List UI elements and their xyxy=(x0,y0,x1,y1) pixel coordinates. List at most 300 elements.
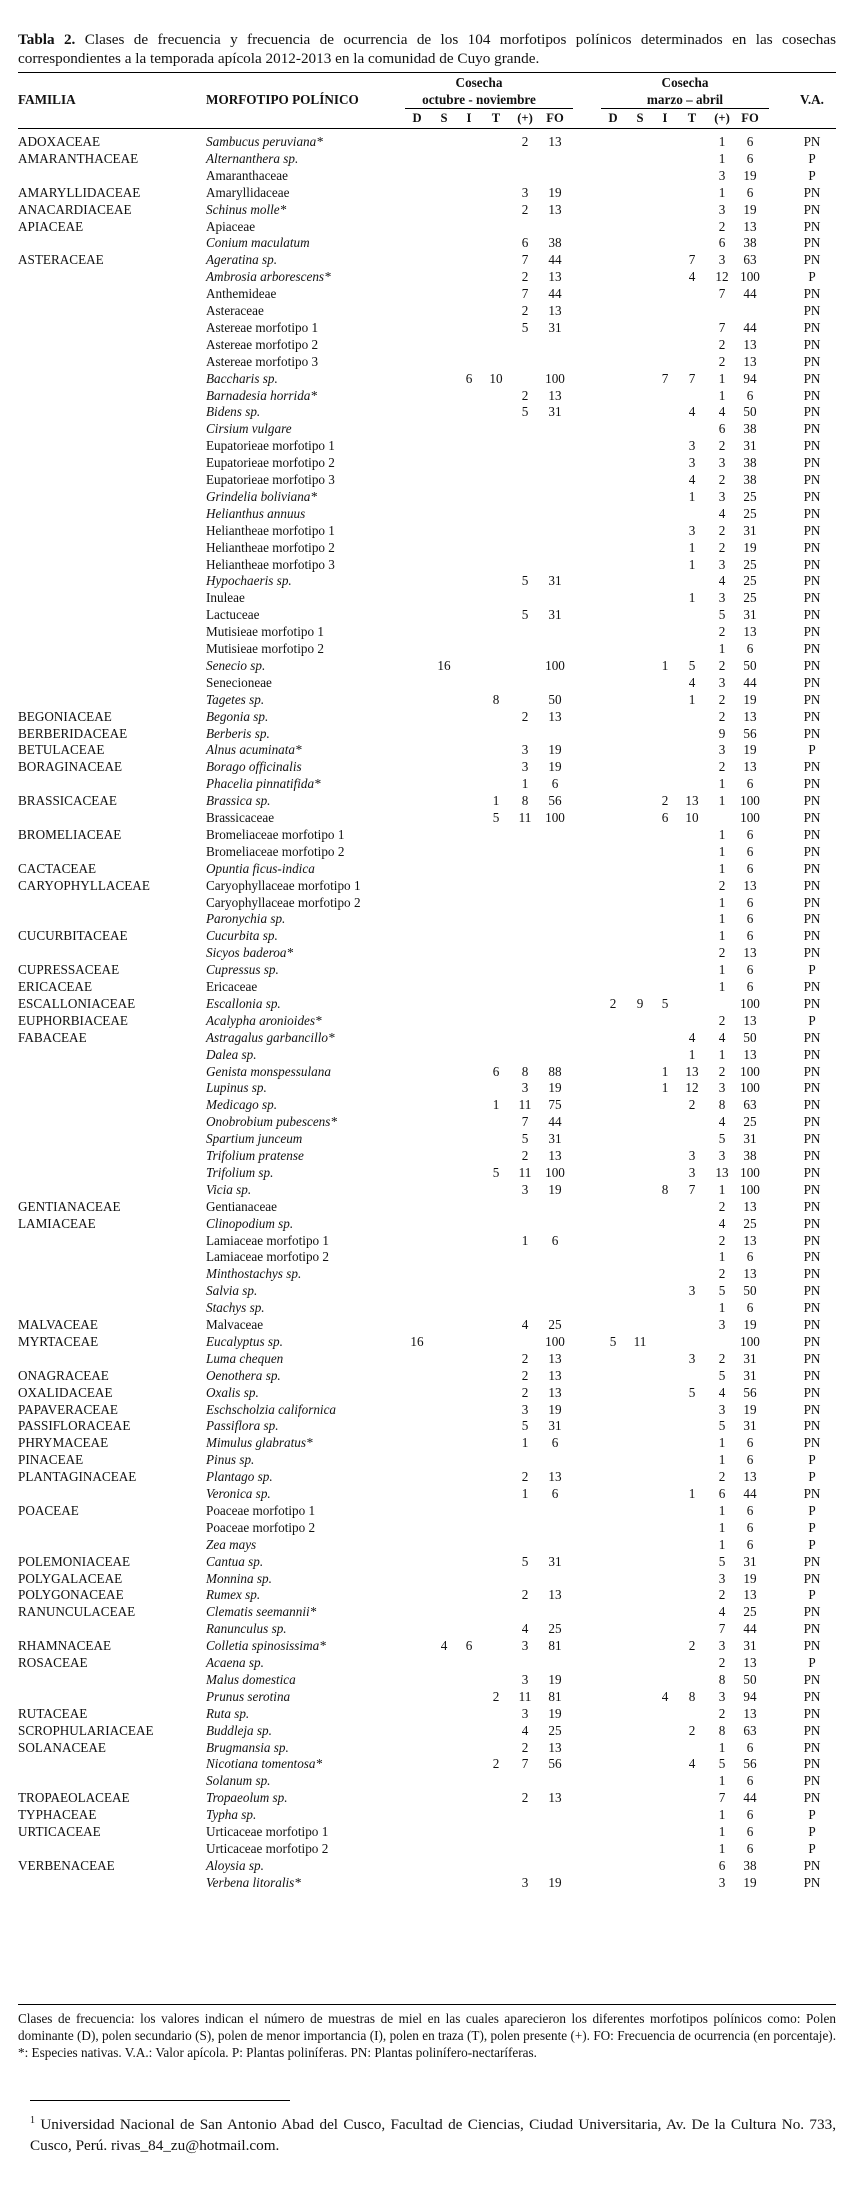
cell-fo2: 100 xyxy=(740,269,760,285)
cell-fo2: 13 xyxy=(743,1046,757,1062)
cell-plus1: 2 xyxy=(521,1384,529,1400)
cell-fo2: 31 xyxy=(743,522,757,538)
cell-t2: 5 xyxy=(688,657,696,673)
subheader-fo-2: FO xyxy=(741,111,759,125)
cell-d2: 2 xyxy=(609,995,617,1011)
cell-fo2: 6 xyxy=(746,1807,754,1823)
cell-fo1: 25 xyxy=(548,1722,562,1738)
cell-plus2: 5 xyxy=(718,1756,726,1772)
cell-va: PN xyxy=(803,387,821,403)
cell-fo2: 6 xyxy=(746,826,754,842)
family-cell: CARYOPHYLLACEAE xyxy=(18,877,150,893)
morphotype-cell: Lupinus sp. xyxy=(206,1080,267,1096)
morphotype-cell: Luma chequen xyxy=(206,1350,284,1366)
morphotype-cell: Anthemideae xyxy=(206,286,277,302)
cell-va: PN xyxy=(803,573,821,589)
family-cell: ERICACEAE xyxy=(18,979,92,994)
table-bottom-rule xyxy=(18,2004,836,2005)
cell-plus1: 2 xyxy=(521,1350,529,1366)
cell-plus2: 12 xyxy=(715,269,729,285)
cell-plus1: 7 xyxy=(521,252,529,268)
cell-va: PN xyxy=(803,1232,821,1248)
cell-va: PN xyxy=(803,607,821,623)
cell-plus2: 3 xyxy=(718,1317,726,1332)
cell-plus2: 1 xyxy=(718,826,726,842)
morphotype-cell: Genista monspessulana xyxy=(206,1063,331,1079)
cell-plus2: 2 xyxy=(718,1705,726,1721)
cell-s2: 9 xyxy=(636,995,644,1011)
family-cell: RHAMNACEAE xyxy=(18,1638,112,1654)
cell-fo2: 44 xyxy=(743,319,757,335)
cell-plus2: 2 xyxy=(718,1350,726,1366)
cell-plus2: 8 xyxy=(718,1097,726,1113)
cell-plus2: 3 xyxy=(718,201,726,217)
cell-plus2: 3 xyxy=(718,556,726,572)
cell-fo1: 13 xyxy=(548,303,562,318)
cell-fo2: 38 xyxy=(743,455,757,471)
cell-plus2: 1 xyxy=(718,1300,726,1316)
cell-fo2: 31 xyxy=(743,1367,757,1383)
cell-plus2: 1 xyxy=(718,1824,726,1839)
footnote xyxy=(30,2110,836,2156)
morphotype-cell: Zea mays xyxy=(206,1536,257,1552)
header-morfotipo: MORFOTIPO POLÍNICO xyxy=(206,92,359,107)
cell-va: PN xyxy=(803,793,821,809)
cell-fo2: 100 xyxy=(740,1164,760,1180)
cell-plus2: 1 xyxy=(718,911,726,927)
header-bottom-rule xyxy=(18,128,836,129)
cell-plus2: 2 xyxy=(718,218,726,234)
cell-fo2: 6 xyxy=(746,860,754,876)
cell-va: PN xyxy=(803,184,821,200)
cell-fo1: 13 xyxy=(548,1587,562,1603)
cell-plus1: 2 xyxy=(521,708,529,724)
cell-t2: 4 xyxy=(688,674,696,690)
cell-fo2: 94 xyxy=(743,1688,757,1704)
cell-va: PN xyxy=(803,1688,821,1704)
cell-fo2: 25 xyxy=(743,1114,757,1130)
morphotype-cell: Berberis sp. xyxy=(206,725,270,741)
cell-fo2: 25 xyxy=(743,1215,757,1231)
family-cell: ESCALLONIACEAE xyxy=(18,995,136,1011)
cell-va: PN xyxy=(803,286,821,302)
cell-va: PN xyxy=(803,218,821,234)
morphotype-cell: Paronychia sp. xyxy=(206,911,286,927)
cell-va: PN xyxy=(803,488,821,504)
morphotype-cell: Hypochaeris sp. xyxy=(206,573,292,589)
morphotype-cell: Cantua sp. xyxy=(206,1553,264,1569)
cell-fo1: 31 xyxy=(548,607,562,623)
cell-s1: 16 xyxy=(437,657,451,673)
cell-i2: 1 xyxy=(661,1080,669,1096)
morphotype-cell: Astereae morfotipo 3 xyxy=(206,353,319,369)
cell-plus2: 1 xyxy=(718,928,726,944)
cell-va: PN xyxy=(803,421,821,437)
cell-plus2: 8 xyxy=(718,1671,726,1687)
morphotype-cell: Poaceae morfotipo 1 xyxy=(206,1502,316,1518)
cell-va: PN xyxy=(803,725,821,741)
cell-plus2: 9 xyxy=(718,725,726,741)
cell-t2: 3 xyxy=(688,1283,696,1299)
morphotype-cell: Amaranthaceae xyxy=(206,167,288,183)
cell-fo2: 19 xyxy=(743,1401,757,1417)
morphotype-cell: Ruta sp. xyxy=(206,1705,250,1721)
cell-va: PN xyxy=(803,1029,821,1045)
cell-plus2: 1 xyxy=(718,1046,726,1062)
cell-plus1: 3 xyxy=(521,1671,529,1687)
cell-t2: 13 xyxy=(685,793,699,809)
cell-plus1: 5 xyxy=(521,1131,529,1147)
cell-plus1: 3 xyxy=(521,742,529,758)
cell-plus2: 5 xyxy=(718,1283,726,1299)
cell-fo1: 75 xyxy=(548,1097,562,1113)
cell-va: PN xyxy=(803,556,821,572)
cell-t1: 6 xyxy=(492,1063,500,1079)
cell-fo2: 13 xyxy=(743,877,757,893)
cell-fo1: 44 xyxy=(548,286,562,302)
morphotype-cell: Spartium junceum xyxy=(206,1131,303,1147)
cell-fo1: 13 xyxy=(548,708,562,724)
cell-va: PN xyxy=(803,336,821,352)
cell-fo1: 6 xyxy=(551,1435,559,1451)
cell-fo2: 31 xyxy=(743,1350,757,1366)
cell-va: PN xyxy=(803,1773,821,1789)
cell-plus1: 3 xyxy=(521,1874,529,1890)
cell-va: PN xyxy=(803,759,821,775)
cosecha-2-subrule xyxy=(601,108,769,109)
cell-plus2: 2 xyxy=(718,1232,726,1248)
cell-va: PN xyxy=(803,1317,821,1332)
morphotype-cell: Astragalus garbancillo* xyxy=(206,1029,335,1045)
cell-plus1: 3 xyxy=(521,1181,529,1197)
cell-va: PN xyxy=(803,1671,821,1687)
cell-va: PN xyxy=(803,810,821,825)
morphotype-cell: Escallonia sp. xyxy=(206,995,281,1011)
family-cell: PINACEAE xyxy=(18,1452,84,1468)
family-cell: VERBENACEAE xyxy=(18,1857,115,1873)
cell-plus1: 2 xyxy=(521,201,529,217)
cell-plus1: 6 xyxy=(521,235,529,251)
family-cell: APIACEAE xyxy=(18,218,84,234)
cell-plus1: 2 xyxy=(521,387,529,403)
cell-t2: 3 xyxy=(688,1350,696,1366)
cell-fo2: 31 xyxy=(743,1553,757,1569)
cell-fo2: 100 xyxy=(740,1080,760,1096)
cell-fo1: 19 xyxy=(548,1671,562,1687)
morphotype-cell: Acaena sp. xyxy=(206,1655,264,1670)
cell-va: P xyxy=(808,1840,816,1856)
subheader-i-1: I xyxy=(466,111,472,125)
cell-t2: 1 xyxy=(688,691,696,707)
cell-fo1: 31 xyxy=(548,1418,562,1434)
cell-plus1: 3 xyxy=(521,1638,529,1654)
cell-fo2: 13 xyxy=(743,336,757,352)
morphotype-cell: Senecio sp. xyxy=(206,657,266,673)
cell-fo2: 13 xyxy=(743,624,757,640)
cell-plus2: 5 xyxy=(718,607,726,623)
morphotype-cell: Buddleja sp. xyxy=(206,1722,272,1738)
morphotype-cell: Verbena litoralis* xyxy=(206,1874,301,1890)
cell-fo1: 13 xyxy=(548,1384,562,1400)
cell-plus2: 1 xyxy=(718,134,726,149)
cell-plus1: 1 xyxy=(521,1486,529,1501)
morphotype-cell: Brassicaceae xyxy=(206,810,275,825)
cell-plus2: 13 xyxy=(715,1164,729,1180)
cell-fo2: 13 xyxy=(743,945,757,961)
cell-plus2: 4 xyxy=(718,573,726,589)
cell-fo2: 6 xyxy=(746,184,754,200)
cell-fo1: 13 xyxy=(548,387,562,403)
cell-va: PN xyxy=(803,1350,821,1366)
family-cell: PAPAVERACEAE xyxy=(18,1401,118,1417)
cell-va: PN xyxy=(803,911,821,927)
morphotype-cell: Salvia sp. xyxy=(206,1283,258,1299)
cell-va: P xyxy=(808,1824,816,1839)
morphotype-cell: Opuntia ficus-indica xyxy=(206,860,315,876)
footnote-rule xyxy=(30,2100,290,2101)
cell-fo2: 100 xyxy=(740,1333,760,1349)
cell-t2: 7 xyxy=(688,252,696,268)
cell-plus1: 7 xyxy=(521,1756,529,1772)
cell-fo2: 6 xyxy=(746,911,754,927)
morphotype-cell: Oxalis sp. xyxy=(206,1384,259,1400)
cell-plus2: 1 xyxy=(718,387,726,403)
cell-fo1: 100 xyxy=(545,1164,565,1180)
morphotype-cell: Lamiaceae morfotipo 1 xyxy=(206,1232,330,1248)
cell-va: PN xyxy=(803,353,821,369)
cell-plus2: 1 xyxy=(718,1249,726,1265)
cell-va: PN xyxy=(803,979,821,994)
cell-va: PN xyxy=(803,1570,821,1586)
cell-plus2: 1 xyxy=(718,1181,726,1197)
cell-plus2: 1 xyxy=(718,843,726,859)
cell-plus1: 2 xyxy=(521,269,529,285)
cell-fo1: 100 xyxy=(545,370,565,386)
family-cell: BROMELIACEAE xyxy=(18,826,122,842)
cell-va: PN xyxy=(803,522,821,538)
cell-va: PN xyxy=(803,691,821,707)
cell-va: PN xyxy=(803,1266,821,1282)
family-cell: BRASSICACEAE xyxy=(18,793,117,809)
cell-plus2: 8 xyxy=(718,1722,726,1738)
family-cell: ANACARDIACEAE xyxy=(18,201,132,217)
family-cell: POLYGALACEAE xyxy=(18,1570,123,1586)
morphotype-cell: Ericaceae xyxy=(206,979,258,994)
family-cell: TYPHACEAE xyxy=(18,1807,97,1823)
cell-fo1: 88 xyxy=(548,1063,562,1079)
family-cell: EUPHORBIACEAE xyxy=(18,1012,128,1028)
cell-va: PN xyxy=(803,1638,821,1654)
family-cell: POLYGONACEAE xyxy=(18,1587,124,1603)
footnote-text: Universidad Nacional de San Antonio Abad del Cusco, Facultad de Ciencias, Ciudad Universitaria, Av. De la Cultura No. 733, Cusco, Perú. rivas_84_zu@hotmail.com. xyxy=(30,2116,836,2155)
family-cell: CUCURBITACEAE xyxy=(18,928,128,944)
cell-fo2: 44 xyxy=(743,1621,757,1637)
cell-t2: 13 xyxy=(685,1063,699,1079)
cell-fo2: 63 xyxy=(743,1722,757,1738)
cell-va: PN xyxy=(803,590,821,606)
morphotype-cell: Stachys sp. xyxy=(206,1300,265,1316)
cell-t2: 2 xyxy=(688,1097,696,1113)
cell-i1: 6 xyxy=(465,370,473,386)
morphotype-cell: Oenothera sp. xyxy=(206,1367,281,1383)
cell-plus1: 2 xyxy=(521,134,529,149)
cell-fo2: 6 xyxy=(746,1435,754,1451)
cell-va: PN xyxy=(803,928,821,944)
morphotype-cell: Conium maculatum xyxy=(206,235,310,251)
cell-fo2: 13 xyxy=(743,1655,757,1670)
morphotype-cell: Rumex sp. xyxy=(206,1587,261,1603)
cell-plus2: 3 xyxy=(718,1638,726,1654)
cell-fo2: 100 xyxy=(740,793,760,809)
cell-plus2: 2 xyxy=(718,1266,726,1282)
cell-plus2: 5 xyxy=(718,1367,726,1383)
morphotype-cell: Bromeliaceae morfotipo 1 xyxy=(206,826,345,842)
morphotype-cell: Brugmansia sp. xyxy=(206,1739,289,1755)
family-cell: AMARANTHACEAE xyxy=(18,150,139,166)
cell-fo2: 6 xyxy=(746,928,754,944)
morphotype-cell: Eupatorieae morfotipo 1 xyxy=(206,438,335,454)
cell-fo1: 31 xyxy=(548,1553,562,1569)
header-cosecha-1-period: octubre - noviembre xyxy=(422,92,536,107)
cell-plus2: 2 xyxy=(718,708,726,724)
morphotype-cell: Eschscholzia californica xyxy=(206,1401,337,1417)
cell-va: PN xyxy=(803,201,821,217)
family-cell: SCROPHULARIACEAE xyxy=(18,1722,154,1738)
cell-fo2: 50 xyxy=(743,1671,757,1687)
cell-t1: 2 xyxy=(492,1756,500,1772)
cell-fo2: 13 xyxy=(743,1232,757,1248)
morphotype-cell: Monnina sp. xyxy=(206,1570,272,1586)
cell-va: PN xyxy=(803,1435,821,1451)
cell-fo1: 13 xyxy=(548,1148,562,1163)
cell-plus2: 7 xyxy=(718,1790,726,1806)
cell-fo2: 6 xyxy=(746,1519,754,1535)
cell-va: PN xyxy=(803,1215,821,1231)
cell-t1: 5 xyxy=(492,1164,500,1180)
subheader-d-2: D xyxy=(608,111,618,125)
morphotype-cell: Solanum sp. xyxy=(206,1773,271,1789)
cell-va: PN xyxy=(803,995,821,1011)
cell-plus1: 2 xyxy=(521,1367,529,1383)
cell-fo1: 13 xyxy=(548,1469,562,1485)
cell-plus2: 3 xyxy=(718,1148,726,1163)
family-cell: GENTIANACEAE xyxy=(18,1198,121,1214)
cell-i2: 4 xyxy=(661,1688,669,1704)
cell-plus2: 3 xyxy=(718,455,726,471)
cell-t2: 2 xyxy=(688,1638,696,1654)
cell-plus2: 6 xyxy=(718,1486,726,1501)
cell-fo2: 38 xyxy=(743,1857,757,1873)
cell-plus1: 11 xyxy=(518,810,532,825)
cell-plus1: 2 xyxy=(521,1790,529,1806)
morphotype-cell: Sambucus peruviana* xyxy=(206,134,323,149)
subheader-t-1: T xyxy=(491,111,501,125)
cell-plus1: 8 xyxy=(521,1063,529,1079)
cell-plus1: 5 xyxy=(521,319,529,335)
cell-fo2: 6 xyxy=(746,1773,754,1789)
morphotype-cell: Schinus molle* xyxy=(206,201,287,217)
cell-va: PN xyxy=(803,877,821,893)
morphotype-cell: Astereae morfotipo 2 xyxy=(206,336,319,352)
cell-plus2: 1 xyxy=(718,1435,726,1451)
family-cell: POLEMONIACEAE xyxy=(18,1553,131,1569)
morphotype-cell: Sicyos baderoa* xyxy=(206,945,294,961)
family-cell: RANUNCULACEAE xyxy=(18,1604,136,1620)
cell-fo2: 19 xyxy=(743,1570,757,1586)
family-cell: TROPAEOLACEAE xyxy=(18,1790,130,1806)
cell-plus2: 3 xyxy=(718,167,726,183)
cell-plus1: 11 xyxy=(518,1097,532,1113)
cell-va: P xyxy=(808,1452,816,1468)
cell-plus1: 2 xyxy=(521,303,529,318)
cell-fo2: 25 xyxy=(743,590,757,606)
morphotype-cell: Veronica sp. xyxy=(206,1486,271,1501)
cell-fo2: 19 xyxy=(743,167,757,183)
cell-plus2: 5 xyxy=(718,1418,726,1434)
cell-va: PN xyxy=(803,370,821,386)
cell-va: PN xyxy=(803,134,821,149)
cell-fo2: 38 xyxy=(743,235,757,251)
cell-va: PN xyxy=(803,1486,821,1501)
cell-fo2: 6 xyxy=(746,1452,754,1468)
cell-va: PN xyxy=(803,1080,821,1096)
cell-va: PN xyxy=(803,455,821,471)
morphotype-cell: Colletia spinosissima* xyxy=(206,1638,326,1654)
cell-fo1: 25 xyxy=(548,1621,562,1637)
family-cell: PHRYMACEAE xyxy=(18,1435,109,1451)
morphotype-cell: Mimulus glabratus* xyxy=(206,1435,313,1451)
cell-va: PN xyxy=(803,1384,821,1400)
cell-fo2: 38 xyxy=(743,421,757,437)
cell-t2: 1 xyxy=(688,1046,696,1062)
morphotype-cell: Begonia sp. xyxy=(206,708,269,724)
cell-fo2: 31 xyxy=(743,1131,757,1147)
morphotype-cell: Malus domestica xyxy=(206,1671,296,1687)
cell-plus2: 2 xyxy=(718,1655,726,1670)
morphotype-cell: Trifolium sp. xyxy=(206,1164,274,1180)
cell-va: PN xyxy=(803,1164,821,1180)
cell-va: PN xyxy=(803,235,821,251)
cell-plus2: 1 xyxy=(718,184,726,200)
cell-t2: 5 xyxy=(688,1384,696,1400)
morphotype-cell: Ambrosia arborescens* xyxy=(206,269,331,285)
cell-t2: 1 xyxy=(688,556,696,572)
family-cell: CACTACEAE xyxy=(18,860,97,876)
cell-va: P xyxy=(808,167,816,183)
morphotype-cell: Typha sp. xyxy=(206,1807,257,1823)
cell-plus2: 2 xyxy=(718,472,726,487)
cell-fo2: 100 xyxy=(740,1181,760,1197)
cell-plus2: 2 xyxy=(718,691,726,707)
cell-fo2: 56 xyxy=(743,1384,757,1400)
cell-plus1: 3 xyxy=(521,759,529,775)
morphotype-cell: Mutisieae morfotipo 2 xyxy=(206,641,324,656)
cell-plus1: 4 xyxy=(521,1722,529,1738)
cell-va: PN xyxy=(803,945,821,961)
morphotype-cell: Trifolium pratense xyxy=(206,1148,304,1163)
cell-plus2: 1 xyxy=(718,1739,726,1755)
morphotype-cell: Cupressus sp. xyxy=(206,962,279,978)
cell-fo1: 6 xyxy=(551,1486,559,1501)
cell-plus1: 2 xyxy=(521,1469,529,1485)
cell-va: P xyxy=(808,269,816,285)
morphotype-cell: Heliantheae morfotipo 1 xyxy=(206,522,335,538)
cell-plus2: 3 xyxy=(718,1570,726,1586)
cell-plus1: 3 xyxy=(521,184,529,200)
cell-plus2: 1 xyxy=(718,1502,726,1518)
morphotype-cell: Astereae morfotipo 1 xyxy=(206,319,319,335)
cell-fo2: 6 xyxy=(746,1536,754,1552)
